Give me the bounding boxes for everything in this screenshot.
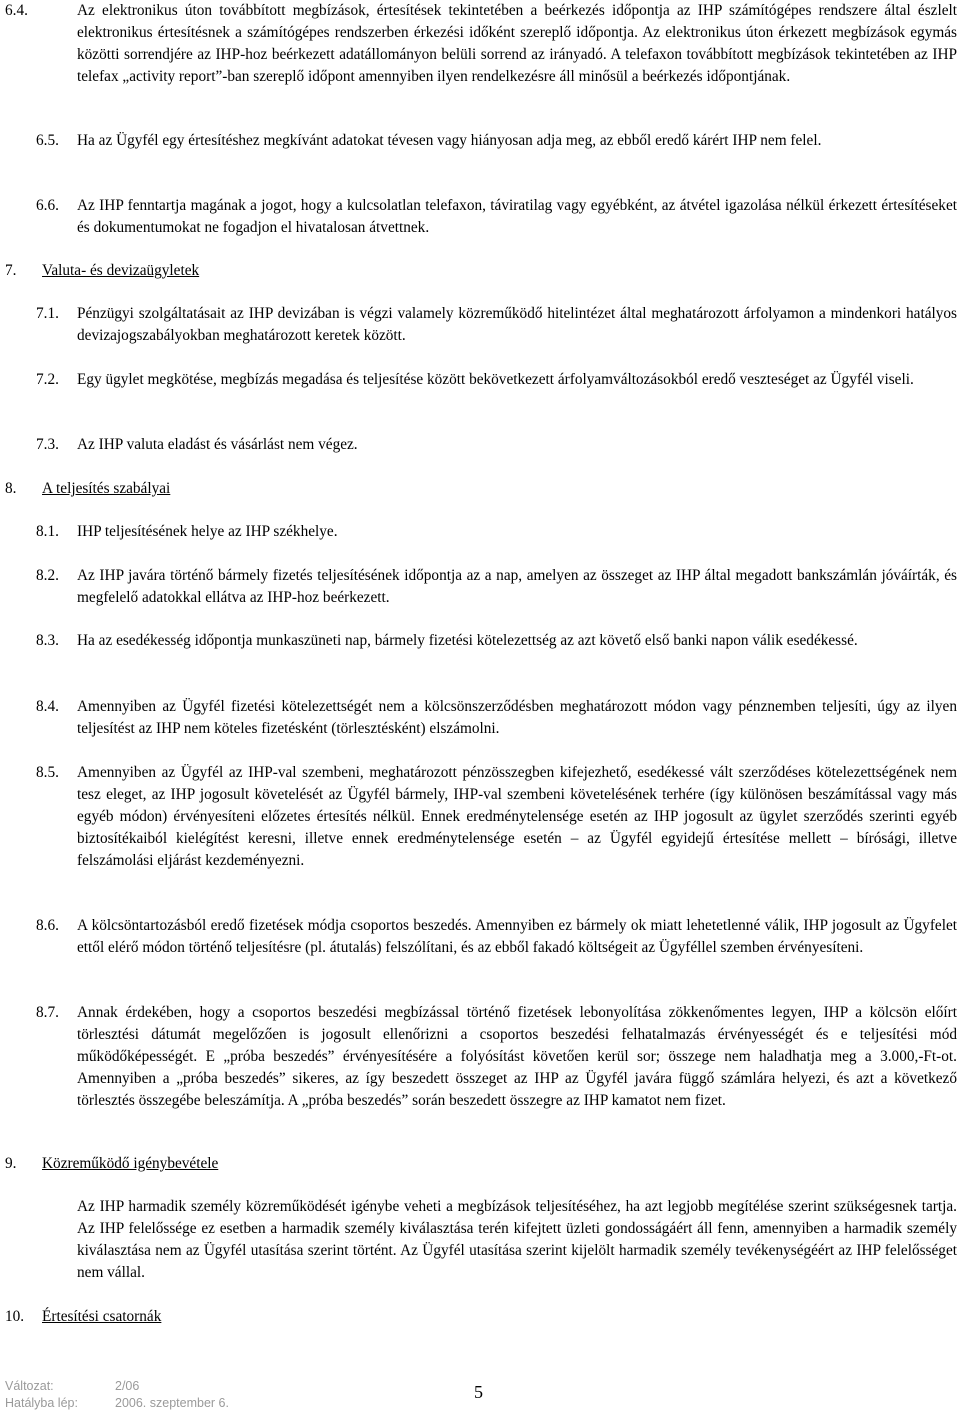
paragraph-number: 8.7. bbox=[36, 1004, 59, 1021]
paragraph-text: Az IHP valuta eladást és vásárlást nem végez. bbox=[77, 436, 358, 453]
paragraph-number: 7.3. bbox=[36, 436, 59, 453]
footer-version-label: Változat: bbox=[5, 1379, 54, 1393]
paragraph-number: 8.2. bbox=[36, 567, 59, 584]
paragraph-number: 7.1. bbox=[36, 305, 59, 322]
paragraph-text: Amennyiben az Ügyfél fizetési kötelezettségét nem a kölcsönszerződésben meghatározott módon vagy pénznemben teljesíti, úgy az ilyen teljesítést az IHP nem köteles fizetésként (törlesztésként) elszámolni. bbox=[77, 698, 957, 737]
section-title: A teljesítés szabályai bbox=[42, 480, 171, 497]
section-title: Valuta- és devizaügyletek bbox=[42, 262, 200, 279]
paragraph-text: Ha az Ügyfél egy értesítéshez megkívánt adatokat tévesen vagy hiányosan adja meg, az ebből eredő kárért IHP nem felel. bbox=[77, 132, 822, 149]
footer-version-value: 2/06 bbox=[115, 1379, 140, 1393]
paragraph-text: Egy ügylet megkötése, megbízás megadása és teljesítése között bekövetkezett árfolyamváltozásokból eredő veszteséget az Ügyfél viseli. bbox=[77, 371, 914, 388]
section-number: 9. bbox=[5, 1155, 17, 1172]
section-heading bbox=[5, 1306, 161, 1328]
paragraph-number: 6.6. bbox=[36, 197, 59, 214]
paragraph-text: A kölcsöntartozásból eredő fizetések módja csoportos beszedés. Amennyiben ez bármely ok miatt lehetetlenné válik, IHP jogosult az Ügyfelet ettől elérő módon történő teljesítésre (pl. átutalás) felszólítani, és az ebből fakadó költségeit az Ügyféllel szemben érvényesíteni. bbox=[77, 917, 957, 956]
paragraph-text: Az elektronikus úton továbbított megbízások, értesítések tekintetében a beérkezés időpontja az IHP számítógépes rendszere által észlelt elektronikus értesítésnek a számítógépes rendszerben érkezési időként szereplő időpontja. Az elektronikus úton érkezett megbízások egymás közötti sorrendjére az IHP-hoz beérkezett adatállományon belüli sorrend az irányadó. A telefaxon továbbított megbízások tekintetében az IHP telefax „activity report”-ban szereplő időpont amennyiben ilyen rendelkezésre áll minősül a beérkezés időpontjának. bbox=[77, 2, 957, 85]
paragraph-number: 6.5. bbox=[36, 132, 59, 149]
section-title: Értesítési csatornák bbox=[42, 1308, 162, 1325]
paragraph-number: 8.1. bbox=[36, 523, 59, 540]
section-number: 7. bbox=[5, 262, 17, 279]
footer-effective bbox=[5, 1395, 229, 1412]
paragraph-text: Az IHP javára történő bármely fizetés teljesítésének időpontja az a nap, amelyen az összeget az IHP által megadott bankszámlán jóváírták, és megfelelő adatokkal ellátva az IHP-hoz beérkezett. bbox=[77, 567, 957, 606]
paragraph-number: 8.4. bbox=[36, 698, 59, 715]
paragraph-text: Az IHP fenntartja magának a jogot, hogy a kulcsolatlan telefaxon, táviratilag vagy egyébként, az átvétel igazolása nélkül érkezett értesítéseket és dokumentumokat ne fogadjon el hivatalosan átvettnek. bbox=[77, 197, 957, 236]
section-number: 10. bbox=[5, 1308, 25, 1325]
footer-version bbox=[5, 1378, 139, 1395]
paragraph-text: IHP teljesítésének helye az IHP székhelye. bbox=[77, 523, 338, 540]
page-number: 5 bbox=[474, 1382, 483, 1402]
section-title: Közreműködő igénybevétele bbox=[42, 1155, 219, 1172]
section-heading bbox=[5, 260, 199, 282]
paragraph-text: Amennyiben az Ügyfél az IHP-val szembeni, meghatározott pénzösszegben kifejezhető, esedékessé vált szerződéses kötelezettségének nem tesz eleget, az IHP jogosult követelését az Ügyfél bármely, IHP-val szembeni követelésének terhére (így különösen beszámítással vagy más egyéb módon) érvényesíteni előzetes értesítés nélkül. Ennek eredménytelensége esetén az IHP jogosult az ügylet szerződés szerinti egyéb biztosítékaiból kielégítést keresni, illetve ennek eredménytelensége esetén – az Ügyfél egyidejű értesítése mellett – bírósági, illetve felszámolási eljárást kezdeményezni. bbox=[77, 764, 957, 869]
footer-effective-label: Hatályba lép: bbox=[5, 1396, 78, 1410]
paragraph-number: 6.4. bbox=[5, 2, 28, 19]
paragraph-number: 8.3. bbox=[36, 632, 59, 649]
paragraph-text: Ha az esedékesség időpontja munkaszüneti nap, bármely fizetési kötelezettség az azt követő első banki napon válik esedékessé. bbox=[77, 632, 858, 649]
paragraph-text: Pénzügyi szolgáltatásait az IHP devizában is végzi valamely közreműködő hitelintézet által meghatározott árfolyamon a mindenkori hatályos devizajogszabályokban meghatározott keretek között. bbox=[77, 305, 957, 344]
paragraph-text: Annak érdekében, hogy a csoportos beszedési megbízással történő fizetések lebonyolítása zökkenőmentes legyen, IHP a kölcsön előírt törlesztési dátumát megelőzően is jogosult ellenőrizni a csoportos beszedési felhatalmazás érvényességét és e teljesítési mód működőképességét. E „próba beszedés” érvényesítésére a folyósítást követően kerül sor; összege nem haladhatja meg a 3.000,-Ft-ot. Amennyiben a „próba beszedés” sikeres, az így beszedett összeget az IHP az Ügyfél javára függő számlára helyezi, és azt a következő törlesztés összegébe beleszámítja. A „próba beszedés” során beszedett összegre az IHP kamatot nem fizet. bbox=[77, 1004, 957, 1109]
section-number: 8. bbox=[5, 480, 17, 497]
paragraph-number: 7.2. bbox=[36, 371, 59, 388]
paragraph-number: 8.5. bbox=[36, 764, 59, 781]
paragraph-text: Az IHP harmadik személy közreműködését igénybe veheti a megbízások teljesítéséhez, ha azt legjobb megítélése szerint szükségesnek tartja. Az IHP felelőssége ez esetben a harmadik személy kiválasztása terén kifejtett üzleti gondosságáért áll fenn, amennyiben a harmadik személy kiválasztása nem az Ügyfél utasítása szerint történt. Az Ügyfél utasítása szerint kijelölt harmadik személy tevékenységéért az IHP felelősséget nem vállal. bbox=[77, 1198, 957, 1281]
section-heading bbox=[5, 1153, 218, 1175]
footer-effective-value: 2006. szeptember 6. bbox=[115, 1396, 229, 1410]
paragraph-number: 8.6. bbox=[36, 917, 59, 934]
section-heading bbox=[5, 478, 170, 500]
